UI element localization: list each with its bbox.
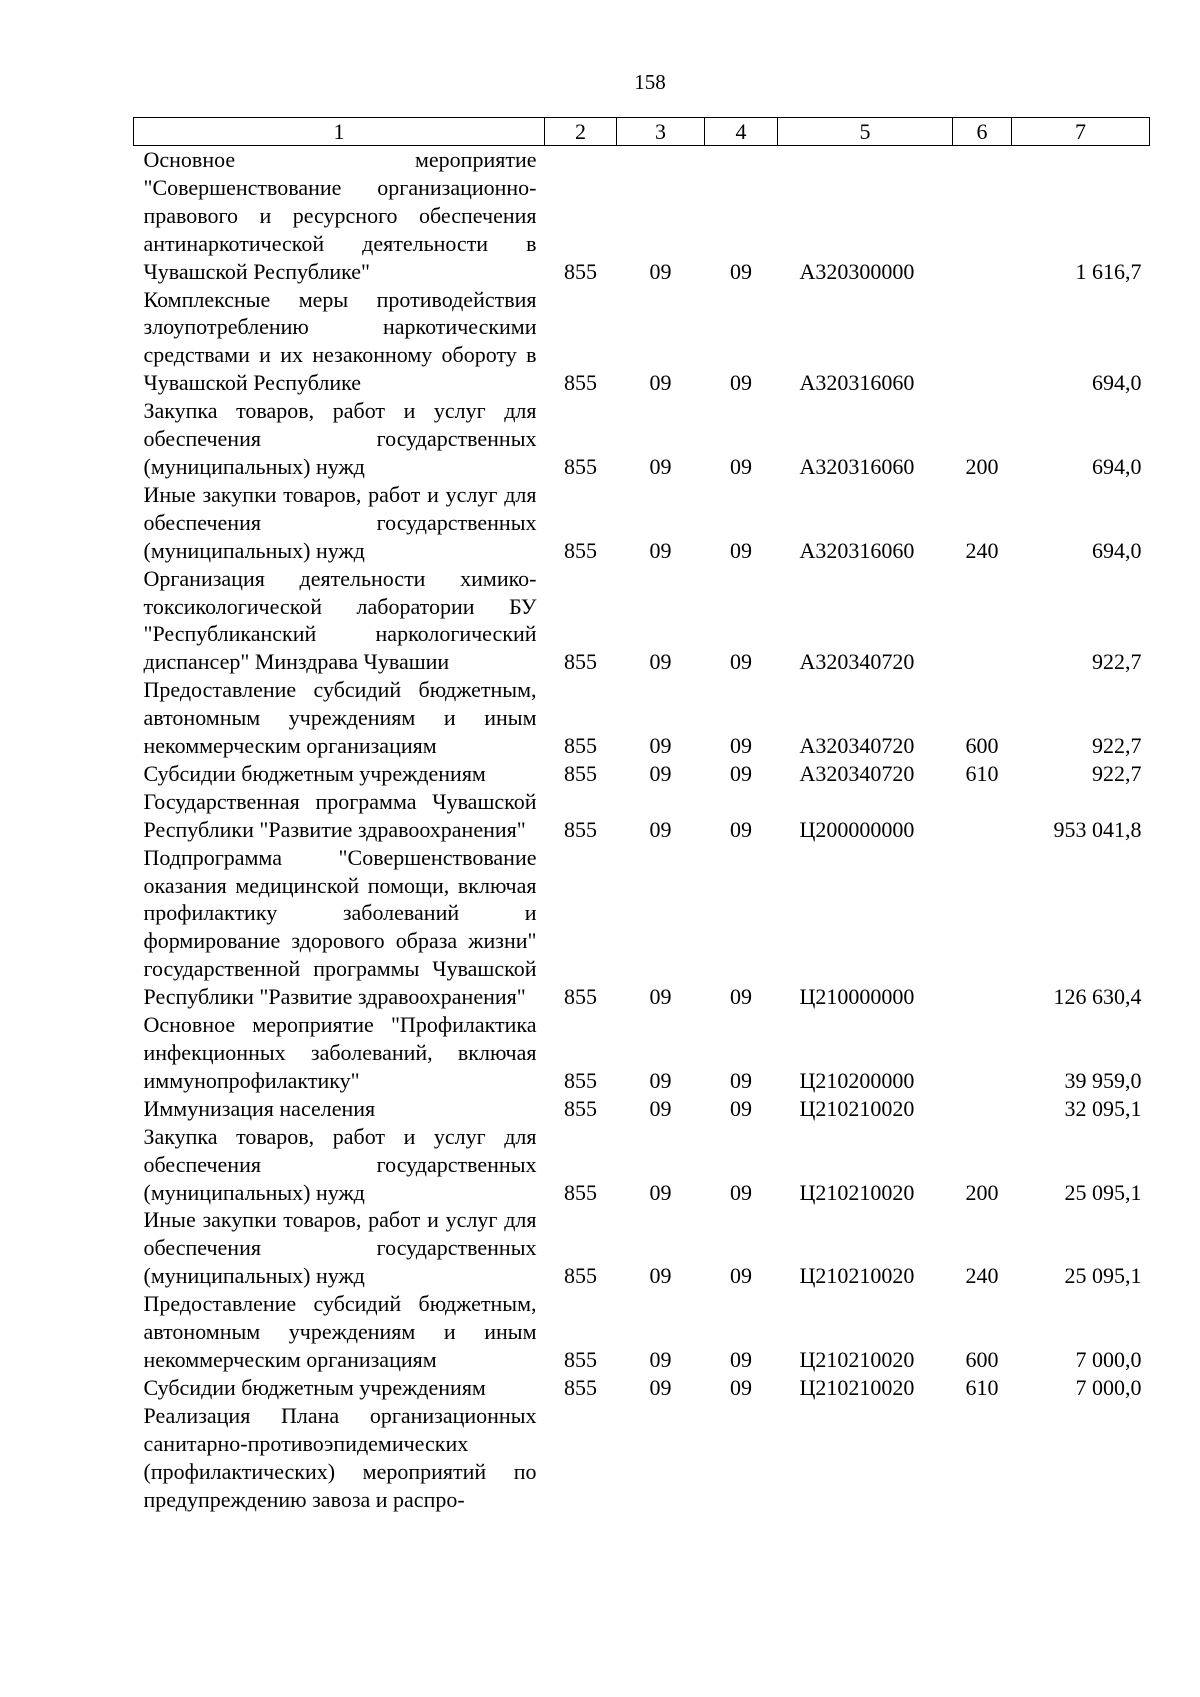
row-target-article: Ц210210020 [799,1263,915,1289]
row-target-article: Ц210200000 [799,1067,915,1093]
row-section: 09 [649,370,672,396]
budget-table [133,117,1150,1513]
row-section: 09 [649,537,672,563]
row-amount [1012,1402,1150,1514]
row-amount: 953 041,8 [1053,816,1142,842]
row-section: 09 [649,1263,672,1289]
row-ministry-code: 855 [564,1179,597,1205]
row-section: 09 [649,649,672,675]
row-ministry-code: 855 [564,733,597,759]
row-target-article: А320316060 [799,370,915,396]
row-expense-type: 200 [965,453,999,479]
row-ministry-code: 855 [564,1346,597,1372]
row-ministry-code: 855 [564,984,597,1010]
row-section [617,1402,705,1514]
row-subsection: 09 [730,760,752,786]
row-amount: 25 095,1 [1064,1179,1142,1205]
row-amount: 7 000,0 [1075,1346,1142,1372]
row-subsection [705,1402,778,1514]
row-expense-type: 200 [965,1179,999,1205]
row-section: 09 [649,1095,672,1121]
row-target-article: Ц210000000 [799,984,915,1010]
row-expense-type: 240 [965,537,999,563]
row-subsection: 09 [730,258,752,284]
row-target-article [778,1402,953,1514]
row-subsection: 09 [730,370,752,396]
row-ministry-code: 855 [564,649,597,675]
table-row [134,1095,1150,1123]
row-section: 09 [649,1346,672,1372]
row-expense-type: 240 [965,1263,999,1289]
row-target-article: А320340720 [799,649,915,675]
row-amount: 694,0 [1092,370,1142,396]
row-expense-type: 600 [965,733,999,759]
row-ministry-code: 855 [564,537,597,563]
row-amount: 7 000,0 [1075,1374,1142,1400]
row-target-article: А320340720 [799,733,915,759]
table-row [134,788,1150,844]
header-col-3: 3 [617,118,705,146]
row-target-article: Ц210210020 [799,1374,915,1400]
row-expense-type [953,1402,1012,1514]
row-ministry-code: 855 [564,1095,597,1121]
table-row [134,481,1150,565]
table-row [134,1402,1150,1514]
row-name: Реализация Плана организационных санитарно-противоэпидемических (профилактических) мероприятий по предупреждению завоза и распро- [143,1402,537,1512]
row-name: Предоставление субсидий бюджетным, автономным учреждениям и иным некоммерческим организациям [143,677,537,759]
row-expense-type [953,788,1012,844]
row-target-article: Ц210210020 [799,1095,915,1121]
table-row [134,760,1150,788]
row-subsection: 09 [730,649,752,675]
table-row [134,1206,1150,1290]
row-subsection: 09 [730,1346,752,1372]
header-row [134,118,1150,146]
row-subsection: 09 [730,1374,752,1400]
row-section: 09 [649,1067,672,1093]
row-ministry-code: 855 [564,1067,597,1093]
row-ministry-code: 855 [564,816,597,842]
row-subsection: 09 [730,1095,752,1121]
row-amount: 694,0 [1092,537,1142,563]
row-section: 09 [649,816,672,842]
row-target-article: Ц200000000 [799,816,915,842]
row-subsection: 09 [730,984,752,1010]
row-amount: 32 095,1 [1064,1095,1142,1121]
row-target-article: Ц210210020 [799,1346,915,1372]
row-subsection: 09 [730,816,752,842]
row-amount: 922,7 [1092,649,1142,675]
row-expense-type [953,1095,1012,1123]
row-amount: 922,7 [1092,733,1142,759]
row-name: Основное мероприятие "Профилактика инфекционных заболеваний, включая иммунопрофилактику" [143,1012,537,1093]
row-subsection: 09 [730,1179,752,1205]
table-header [134,118,1150,146]
row-ministry-code: 855 [564,453,597,479]
table-row [134,1011,1150,1095]
row-section: 09 [649,1179,672,1205]
header-col-4: 4 [705,118,778,146]
row-ministry-code: 855 [564,370,597,396]
row-expense-type [953,844,1012,1011]
row-subsection: 09 [730,733,752,759]
row-target-article: А320316060 [799,453,915,479]
row-amount: 1 616,7 [1075,258,1142,284]
row-section: 09 [649,760,672,786]
row-ministry-code [545,1402,617,1514]
row-target-article: Ц210210020 [799,1179,915,1205]
row-name: Закупка товаров, работ и услуг для обеспечения государственных (муниципальных) нужд [143,398,537,479]
table-row [134,565,1150,677]
row-expense-type [953,146,1012,286]
table-body [134,146,1150,1514]
row-name: Субсидии бюджетным учреждениям [143,760,486,786]
row-name: Организация деятельности химико-токсикологической лаборатории БУ "Республиканский наркологический диспансер" Минздрава Чувашии [143,565,537,675]
row-section: 09 [649,984,672,1010]
header-col-1: 1 [134,118,545,146]
row-amount: 126 630,4 [1053,984,1142,1010]
row-section: 09 [649,258,672,284]
row-subsection: 09 [730,453,752,479]
row-subsection: 09 [730,1263,752,1289]
row-name: Подпрограмма "Совершенствование оказания медицинской помощи, включая профилактику заболеваний и формирование здорового образа жизни" государственной программы Чувашской Республики "Развитие здравоохранения" [143,844,537,1010]
row-ministry-code: 855 [564,258,597,284]
row-target-article: А320340720 [799,760,915,786]
row-ministry-code: 855 [564,760,597,786]
row-target-article: А320316060 [799,537,915,563]
row-expense-type: 610 [965,1374,999,1400]
table-row [134,286,1150,398]
row-amount: 25 095,1 [1064,1263,1142,1289]
row-section: 09 [649,733,672,759]
table-row [134,1290,1150,1374]
row-name: Иные закупки товаров, работ и услуг для обеспечения государственных (муниципальных) нужд [143,481,537,563]
header-col-2: 2 [545,118,617,146]
row-expense-type [953,1011,1012,1095]
row-section: 09 [649,1374,672,1400]
row-amount: 39 959,0 [1064,1067,1142,1093]
row-section: 09 [649,453,672,479]
table-row [134,676,1150,760]
row-target-article: А320300000 [799,258,915,284]
header-col-5: 5 [778,118,953,146]
row-name: Субсидии бюджетным учреждениям [143,1374,486,1400]
row-expense-type [953,286,1012,398]
page-number: 158 [634,70,666,94]
row-ministry-code: 855 [564,1263,597,1289]
header-col-6: 6 [953,118,1012,146]
row-name: Государственная программа Чувашской Республики "Развитие здравоохранения" [143,788,537,842]
header-col-7: 7 [1012,118,1150,146]
row-name: Основное мероприятие "Совершенствование организационно-правового и ресурсного обеспечения антинаркотической деятельности в Чувашской Республике" [143,147,537,284]
row-name: Иные закупки товаров, работ и услуг для обеспечения государственных (муниципальных) нужд [143,1207,537,1289]
table-row [134,1123,1150,1207]
row-name: Предоставление субсидий бюджетным, автономным учреждениям и иным некоммерческим организациям [143,1291,537,1372]
table-row [134,397,1150,481]
row-name: Иммунизация населения [143,1095,376,1121]
row-amount: 694,0 [1092,453,1142,479]
table-row [134,1374,1150,1402]
row-subsection: 09 [730,1067,752,1093]
row-expense-type: 610 [965,760,999,786]
row-ministry-code: 855 [564,1374,597,1400]
row-expense-type [953,565,1012,677]
row-name: Закупка товаров, работ и услуг для обеспечения государственных (муниципальных) нужд [143,1123,537,1205]
row-name: Комплексные меры противодействия злоупотреблению наркотическими средствами и их незаконному обороту в Чувашской Республике [143,286,537,396]
row-subsection: 09 [730,537,752,563]
row-amount: 922,7 [1092,760,1142,786]
table-row [134,844,1150,1011]
table-row [134,146,1150,286]
row-expense-type: 600 [965,1346,999,1372]
